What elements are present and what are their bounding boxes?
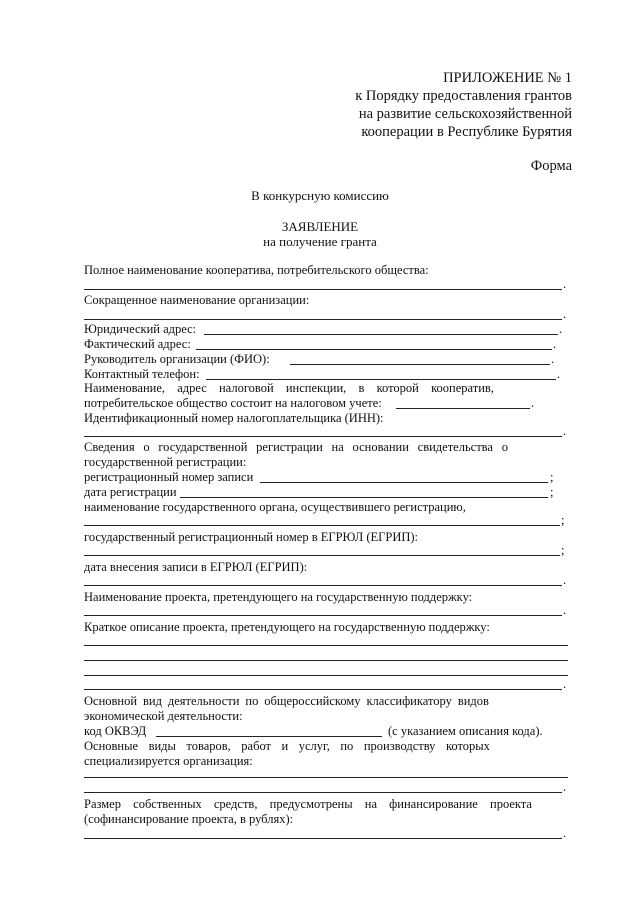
inn-field[interactable] [84,436,562,437]
actual-address-dot: . [553,337,557,351]
tax-authority-dot: . [531,396,535,410]
project-desc-dot: . [563,677,567,691]
full-name-field[interactable] [84,289,562,290]
tax-authority-label-line2: потребительское общество состоит на налоговом учете: [84,396,382,410]
phone-label: Контактный телефон: [84,367,200,381]
okved-field[interactable] [156,736,382,737]
okved-label: код ОКВЭД [84,724,147,738]
project-name-dot: . [563,603,567,617]
goods-label: Основные виды товаров, работ и услуг, по производству которых [84,739,490,753]
short-name-label: Сокращенное наименование организации: [84,293,310,307]
goods-label-line2: специализируется организация: [84,754,253,768]
inn-dot: . [563,424,567,438]
reg-date-field[interactable] [180,497,548,498]
egrul-date-field[interactable] [84,585,562,586]
funds-label-line2: (софинансирование проекта, в рублях): [84,812,294,826]
funds-field[interactable] [84,838,562,839]
egrul-number-label: государственный регистрационный номер в ЕГРЮЛ (ЕГРИП): [84,530,419,544]
short-name-field[interactable] [84,319,562,320]
phone-field[interactable] [206,379,556,380]
reg-authority-field[interactable] [84,525,560,526]
project-name-field[interactable] [84,615,562,616]
head-field[interactable] [290,364,550,365]
project-desc-label: Краткое описание проекта, претендующего на государственную поддержку: [84,620,490,634]
funds-label: Размер собственных средств, предусмотрены на финансирование проекта [84,797,532,811]
project-desc-line-3[interactable] [84,675,568,676]
head-dot: . [551,352,555,366]
document-title: ЗАЯВЛЕНИЕ [281,219,359,234]
tax-authority-label: Наименование, адрес налоговой инспекции, в которой кооператив, [84,381,494,395]
actual-address-field[interactable] [196,349,552,350]
document-subtitle: на получение гранта [263,234,377,249]
actual-address-label: Фактический адрес: [84,337,191,351]
reg-number-label: регистрационный номер записи [84,470,254,484]
project-desc-line-4[interactable] [84,689,562,690]
reg-number-field[interactable] [260,482,548,483]
appendix-line-3: кооперации в Республике Бурятия [361,124,572,140]
form-label: Форма [530,158,572,174]
inn-label: Идентификационный номер налогоплательщика (ИНН): [84,411,384,425]
project-desc-line-2[interactable] [84,660,568,661]
full-name-dot: . [563,277,567,291]
egrul-date-dot: . [563,573,567,587]
appendix-line-1: к Порядку предоставления грантов [355,88,572,104]
egrul-date-label: дата внесения записи в ЕГРЮЛ (ЕГРИП): [84,560,308,574]
project-name-label: Наименование проекта, претендующего на государственную поддержку: [84,590,473,604]
reg-date-semicolon: ; [550,485,554,499]
legal-address-dot: . [559,322,563,336]
activity-label-line2: экономической деятельности: [84,709,243,723]
activity-label: Основной вид деятельности по общероссийскому классификатору видов [84,694,489,708]
reg-authority-label: наименование государственного органа, осуществившего регистрацию, [84,500,466,514]
short-name-dot: . [563,307,567,321]
project-desc-line-1[interactable] [84,645,568,646]
egrul-number-semicolon: ; [561,543,565,557]
addressee: В конкурсную комиссию [251,188,389,203]
goods-line-2[interactable] [84,792,562,793]
funds-dot: . [563,826,567,840]
appendix-line-2: на развитие сельскохозяйственной [358,106,572,122]
goods-line-1[interactable] [84,777,568,778]
registration-label: Сведения о государственной регистрации на основании свидетельства о [84,440,508,454]
goods-dot: . [563,780,567,794]
head-label: Руководитель организации (ФИО): [84,352,270,366]
egrul-number-field[interactable] [84,555,560,556]
registration-label-line2: государственной регистрации: [84,455,247,469]
reg-date-label: дата регистрации [84,485,177,499]
full-name-label: Полное наименование кооператива, потребительского общества: [84,263,429,277]
appendix-number: ПРИЛОЖЕНИЕ № 1 [443,70,572,86]
legal-address-field[interactable] [204,334,558,335]
okved-note: (с указанием описания кода). [388,724,543,738]
reg-number-semicolon: ; [550,470,554,484]
reg-authority-semicolon: ; [561,513,565,527]
legal-address-label: Юридический адрес: [84,322,197,336]
phone-dot: . [557,367,561,381]
tax-authority-field[interactable] [396,408,530,409]
